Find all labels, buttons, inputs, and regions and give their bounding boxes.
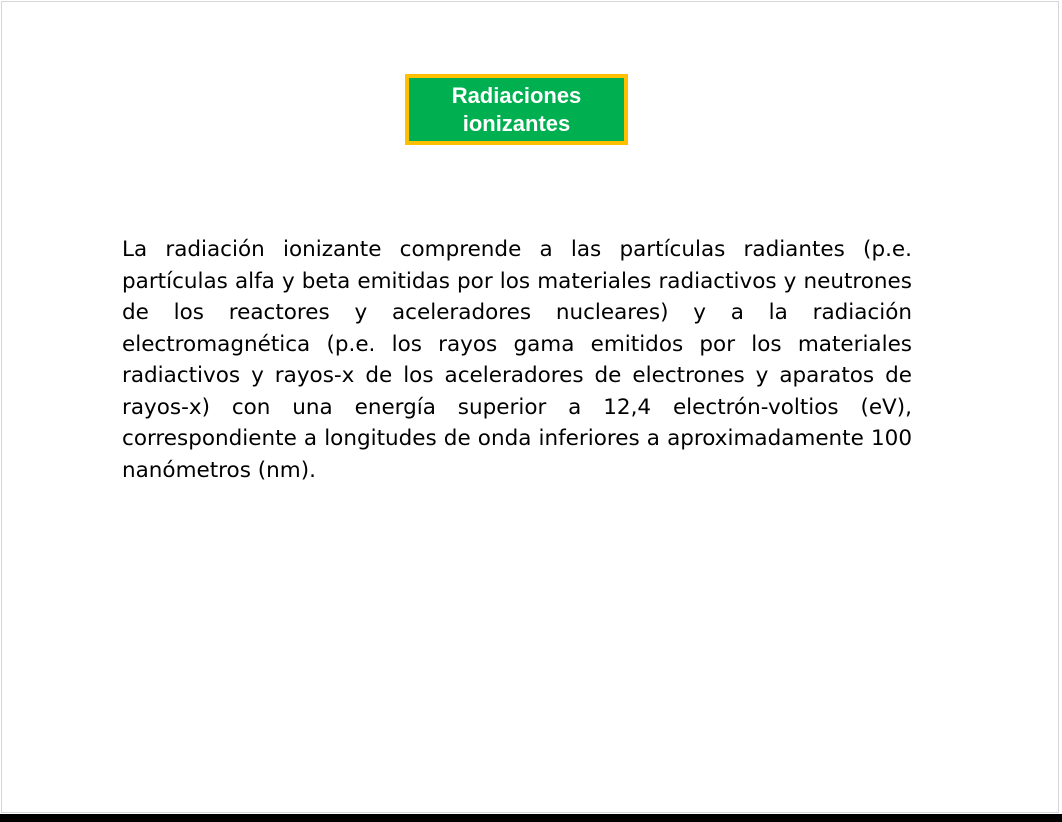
slide-title: Radiaciones ionizantes bbox=[451, 82, 582, 136]
title-box bbox=[405, 74, 628, 145]
body-paragraph: La radiación ionizante comprende a las partículas radiantes (p.e. partículas alfa y beta emitidas por los materiales radiactivos y neutrones de los reactores y aceleradores nucleares) y a la radiación electromagnética (p.e. los rayos gama emitidos por los materiales radiactivos y rayos-x de los aceleradores de electrones y aparatos de rayos-x) con una energía superior a 12,4 electrón-voltios (eV), correspondiente a longitudes de onda inferiores a aproximadamente 100 nanómetros (nm). bbox=[122, 237, 912, 483]
slide-canvas bbox=[1, 1, 1059, 813]
bottom-edge-bar bbox=[0, 814, 1062, 822]
